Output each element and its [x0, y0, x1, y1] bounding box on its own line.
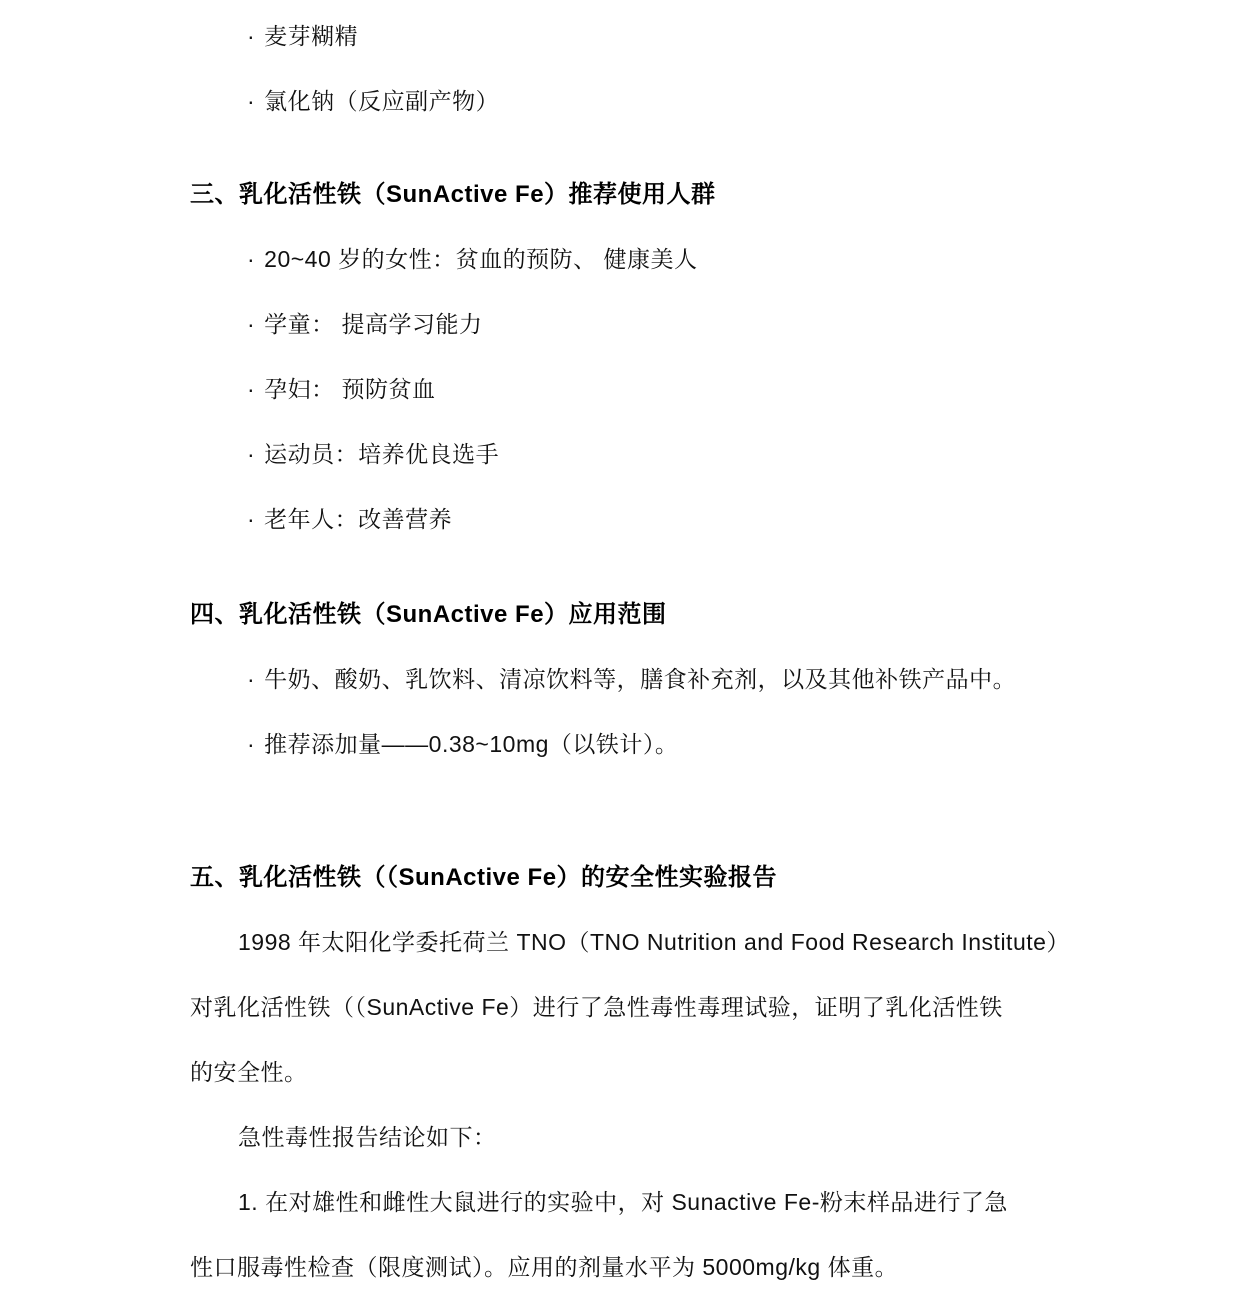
bullet-dot-icon: ·: [247, 23, 256, 49]
list-item: [190, 292, 1140, 357]
list-item-text: 牛奶、酸奶、乳饮料、清凉饮料等，膳食补充剂，以及其他补铁产品中。: [264, 666, 1017, 692]
bullet-dot-icon: ·: [247, 506, 256, 532]
list-item: [190, 4, 1140, 69]
list-item: [190, 227, 1140, 292]
paragraph-line: 1998 年太阳化学委托荷兰 TNO（TNO Nutrition and Food Research Institute）: [238, 929, 1070, 955]
paragraph-line: 的安全性。: [190, 1059, 308, 1085]
paragraph-line: 1. 在对雄性和雌性大鼠进行的实验中，对 Sunactive Fe-粉末样品进行了急: [238, 1189, 1008, 1215]
bullet-dot-icon: ·: [247, 666, 256, 692]
list-item-text: 老年人：改善营养: [264, 506, 453, 532]
bullet-dot-icon: ·: [247, 311, 256, 337]
list-item: [190, 647, 1140, 712]
paragraph-line: 对乳化活性铁（（SunActive Fe）进行了急性毒性毒理试验，证明了乳化活性铁: [190, 994, 1003, 1020]
list-item-text: 孕妇： 预防贫血: [264, 376, 436, 402]
list-item: [190, 712, 1140, 777]
list-item-text: 推荐添加量——0.38~10mg（以铁计）。: [264, 731, 679, 757]
bullet-dot-icon: ·: [247, 246, 256, 272]
list-item-text: 麦芽糊精: [264, 23, 359, 49]
list-item-text: 学童： 提高学习能力: [264, 311, 483, 337]
list-item: [190, 422, 1140, 487]
list-item: [190, 69, 1140, 134]
list-item-text: 20~40 岁的女性：贫血的预防、 健康美人: [264, 246, 698, 272]
paragraph-line: 急性毒性报告结论如下：: [238, 1124, 497, 1150]
section-heading-five: 五、乳化活性铁（（SunActive Fe）的安全性实验报告: [190, 864, 778, 891]
section-heading-four: 四、乳化活性铁（SunActive Fe）应用范围: [190, 601, 667, 628]
bullet-dot-icon: ·: [247, 441, 256, 467]
bullet-dot-icon: ·: [247, 376, 256, 402]
bullet-dot-icon: ·: [247, 88, 256, 114]
list-item: [190, 357, 1140, 422]
list-item: [190, 487, 1140, 552]
list-item-text: 氯化钠（反应副产物）: [264, 88, 500, 114]
section-heading-three: 三、乳化活性铁（SunActive Fe）推荐使用人群: [190, 181, 716, 208]
paragraph-line: 性口服毒性检查（限度测试）。应用的剂量水平为 5000mg/kg 体重。: [190, 1254, 899, 1280]
bullet-dot-icon: ·: [247, 731, 256, 757]
list-item-text: 运动员：培养优良选手: [264, 441, 500, 467]
